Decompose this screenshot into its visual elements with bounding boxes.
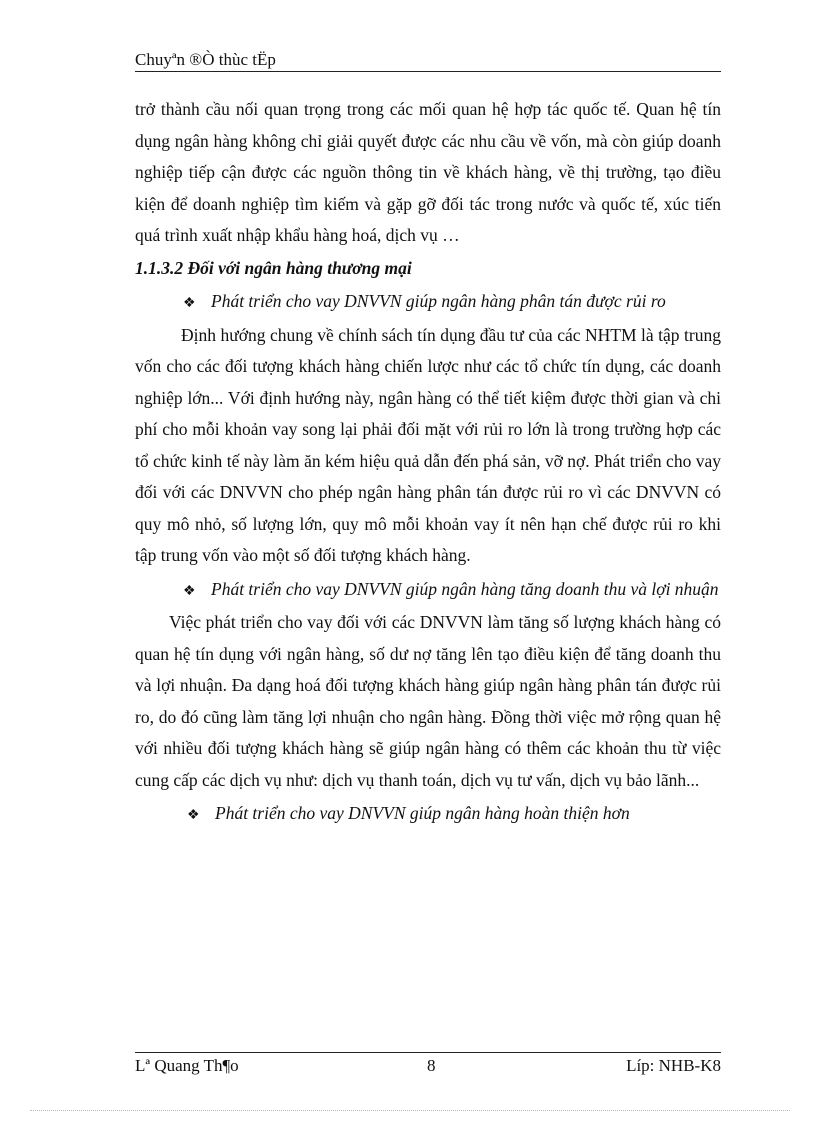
paragraph-3: Việc phát triển cho vay đối với các DNVVN làm tăng số lượng khách hàng có quan hệ tín dụng với ngân hàng, số dư nợ tăng lên tạo điều kiện để tăng doanh thu và lợi nhuận. Đa dạng hoá đối tượng khách hàng giúp ngân hàng phân tán được rủi ro, do đó cũng làm tăng lợi nhuận cho ngân hàng. Đồng thời việc mở rộng quan hệ với nhiều đối tượng khách hàng sẽ giúp ngân hàng có thêm các khoản thu từ việc cung cấp các dịch vụ như: dịch vụ thanh toán, dịch vụ tư vấn, dịch vụ bảo lãnh... [135, 612, 721, 790]
paragraph-1: trở thành cầu nối quan trọng trong các mối quan hệ hợp tác quốc tế. Quan hệ tín dụng ngân hàng không chỉ giải quyết được các nhu cầu về vốn, mà còn giúp doanh nghiệp tiếp cận được các nguồn thông tin về khách hàng, về thị trường, tạo điều kiện để doanh nghiệp tìm kiếm và gặp gỡ đối tác trong nước và quốc tế, xúc tiến quá trình xuất nhập khẩu hàng hoá, dịch vụ … [135, 99, 721, 245]
bullet-item-3 [135, 798, 721, 832]
bullet-item-1 [135, 286, 721, 320]
section-heading: 1.1.3.2 Đối với ngân hàng thương mại [135, 257, 412, 278]
footer-divider [135, 1052, 721, 1053]
diamond-bullet-icon: ❖ [183, 583, 196, 599]
bullet-item-2 [135, 574, 721, 608]
bullet-text-3: Phát triển cho vay DNVVN giúp ngân hàng hoàn thiện hơn [215, 803, 630, 823]
page-header-title: Chuyªn ®Ò thùc tËp [135, 50, 276, 69]
diamond-bullet-icon: ❖ [183, 296, 196, 311]
header-divider [135, 71, 721, 72]
footer-page-number: 8 [427, 1056, 436, 1075]
document-body [135, 94, 721, 832]
bullet-text-2: Phát triển cho vay DNVVN giúp ngân hàng tăng doanh thu và lợi nhuận [211, 578, 719, 599]
footer-author: Lª Quang Th¶o [135, 1056, 239, 1075]
paragraph-2: Định hướng chung về chính sách tín dụng đầu tư của các NHTM là tập trung vốn cho các đối tượng khách hàng chiến lược như các tổ chức tín dụng, các doanh nghiệp lớn... Với định hướng này, ngân hàng có thể tiết kiệm được thời gian và chi phí cho mỗi khoản vay song lại phải đối mặt với rủi ro lớn là trong trường hợp các tổ chức kinh tế này làm ăn kém hiệu quả dẫn đến phá sản, vỡ nợ. Phát triển cho vay đối với các DNVVN cho phép ngân hàng phân tán được rủi ro vì các DNVVN có quy mô nhỏ, số lượng lớn, quy mô mỗi khoản vay ít nên hạn chế được rủi ro khi tập trung vốn vào một số đối tượng khách hàng. [135, 324, 721, 565]
page-edge-dotted-line [30, 1110, 790, 1111]
bullet-text-1: Phát triển cho vay DNVVN giúp ngân hàng phân tán được rủi ro [211, 291, 666, 311]
footer-class: Líp: NHB-K8 [626, 1056, 721, 1075]
diamond-bullet-icon: ❖ [187, 808, 200, 823]
